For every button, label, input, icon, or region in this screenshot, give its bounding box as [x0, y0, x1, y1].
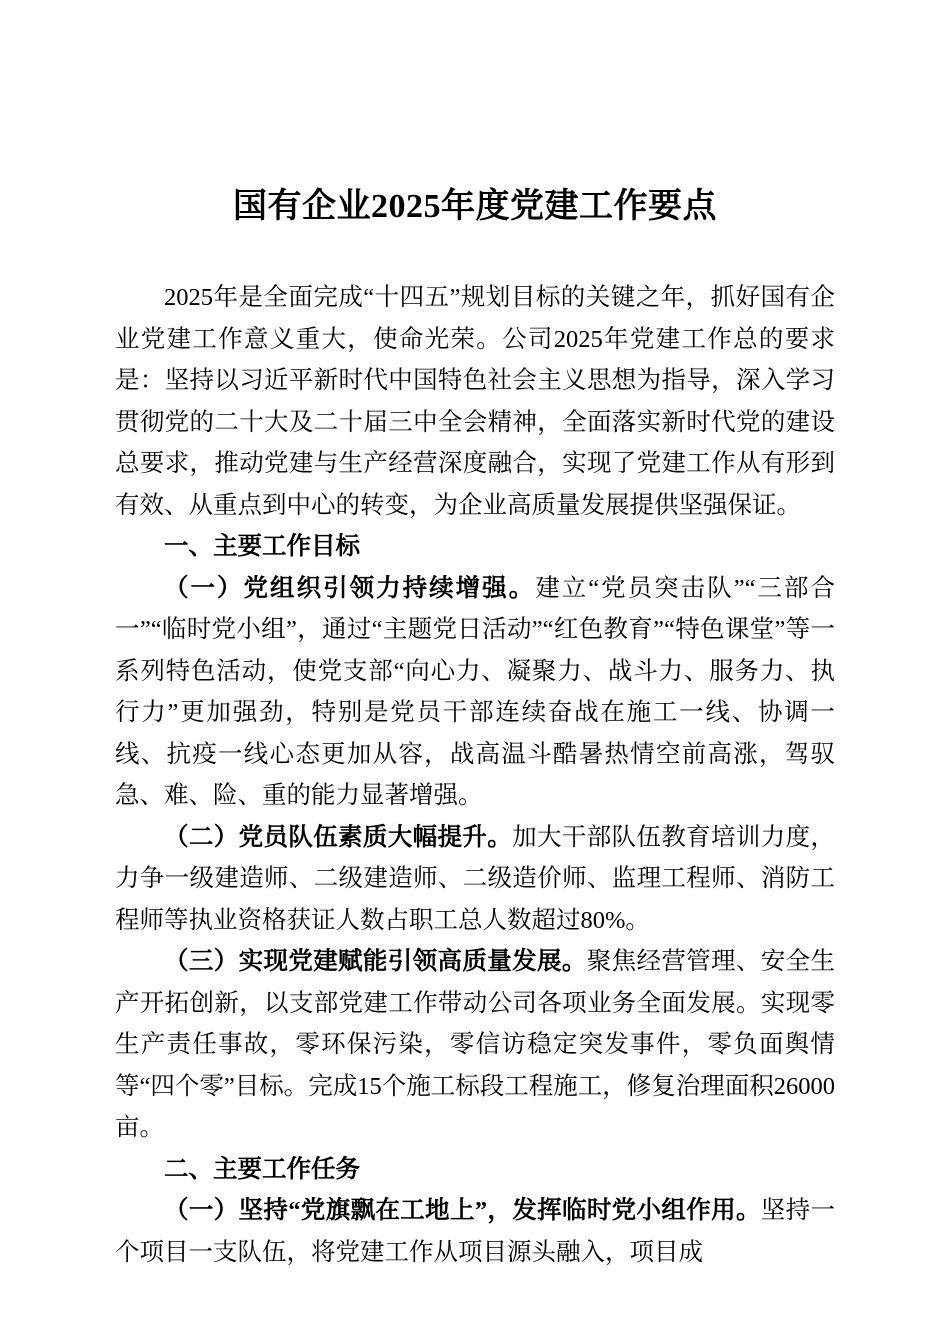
section1-item-2 — [115, 817, 835, 942]
intro-paragraph: 2025年是全面完成“十四五”规划目标的关键之年，抓好国有企业党建工作意义重大，使命光荣。公司2025年党建工作总的要求是：坚持以习近平新时代中国特色社会主义思想为指导，深入学习贯彻党的二十大及二十届三中全会精神，全面落实新时代党的建设总要求，推动党建与生产经营深度融合，实现了党建工作从有形到有效、从重点到中心的转变，为企业高质量发展提供坚强保证。 — [115, 284, 835, 519]
section1-item-1 — [115, 568, 835, 817]
section1-item-1-text: 建立“党员突击队”“三部合一”“临时党小组”，通过“主题党日活动”“红色教育”“特色课堂”等一系列特色活动，使党支部“向心力、凝聚力、战斗力、服务力、执行力”更加强劲，特别是党员干部连续奋战在施工一线、协调一线、抗疫一线心态更加从容，战高温斗酷暑热情空前高涨，驾驭急、难、险、重的能力显著增强。 — [115, 574, 836, 810]
section1-heading: 一、主要工作目标 — [164, 533, 360, 561]
section1-item-2-text: 加大干部队伍教育培训力度，力争一级建造师、二级建造师、二级造价师、监理工程师、消防工程师等执业资格获证人数占职工总人数超过80%。 — [115, 823, 836, 934]
section1-item-1-lead: （一）党组织引领力持续增强。 — [164, 574, 536, 602]
section2-item-1-lead: （一）坚持“党旗飘在工地上”，发挥临时党小组作用。 — [164, 1197, 761, 1225]
document-title: 国有企业2025年度党建工作要点 — [233, 188, 717, 225]
section1-item-3 — [115, 941, 835, 1149]
section1-item-3-text: 聚焦经营管理、安全生产开拓创新，以支部党建工作带动公司各项业务全面发展。实现零生产责任事故，零环保污染，零信访稳定突发事件，零负面舆情等“四个零”目标。完成15个施工标段工程施工，修复治理面积26000亩。 — [115, 948, 836, 1142]
section1-item-3-lead: （三）实现党建赋能引领高质量发展。 — [164, 948, 587, 976]
section1-item-2-lead: （二）党员队伍素质大幅提升。 — [164, 823, 513, 851]
section2-item-1-text: 坚持一个项目一支队伍，将党建工作从项目源头融入，项目成 — [115, 1197, 836, 1266]
section2-heading: 二、主要工作任务 — [164, 1155, 360, 1183]
section2-item-1 — [115, 1190, 835, 1273]
